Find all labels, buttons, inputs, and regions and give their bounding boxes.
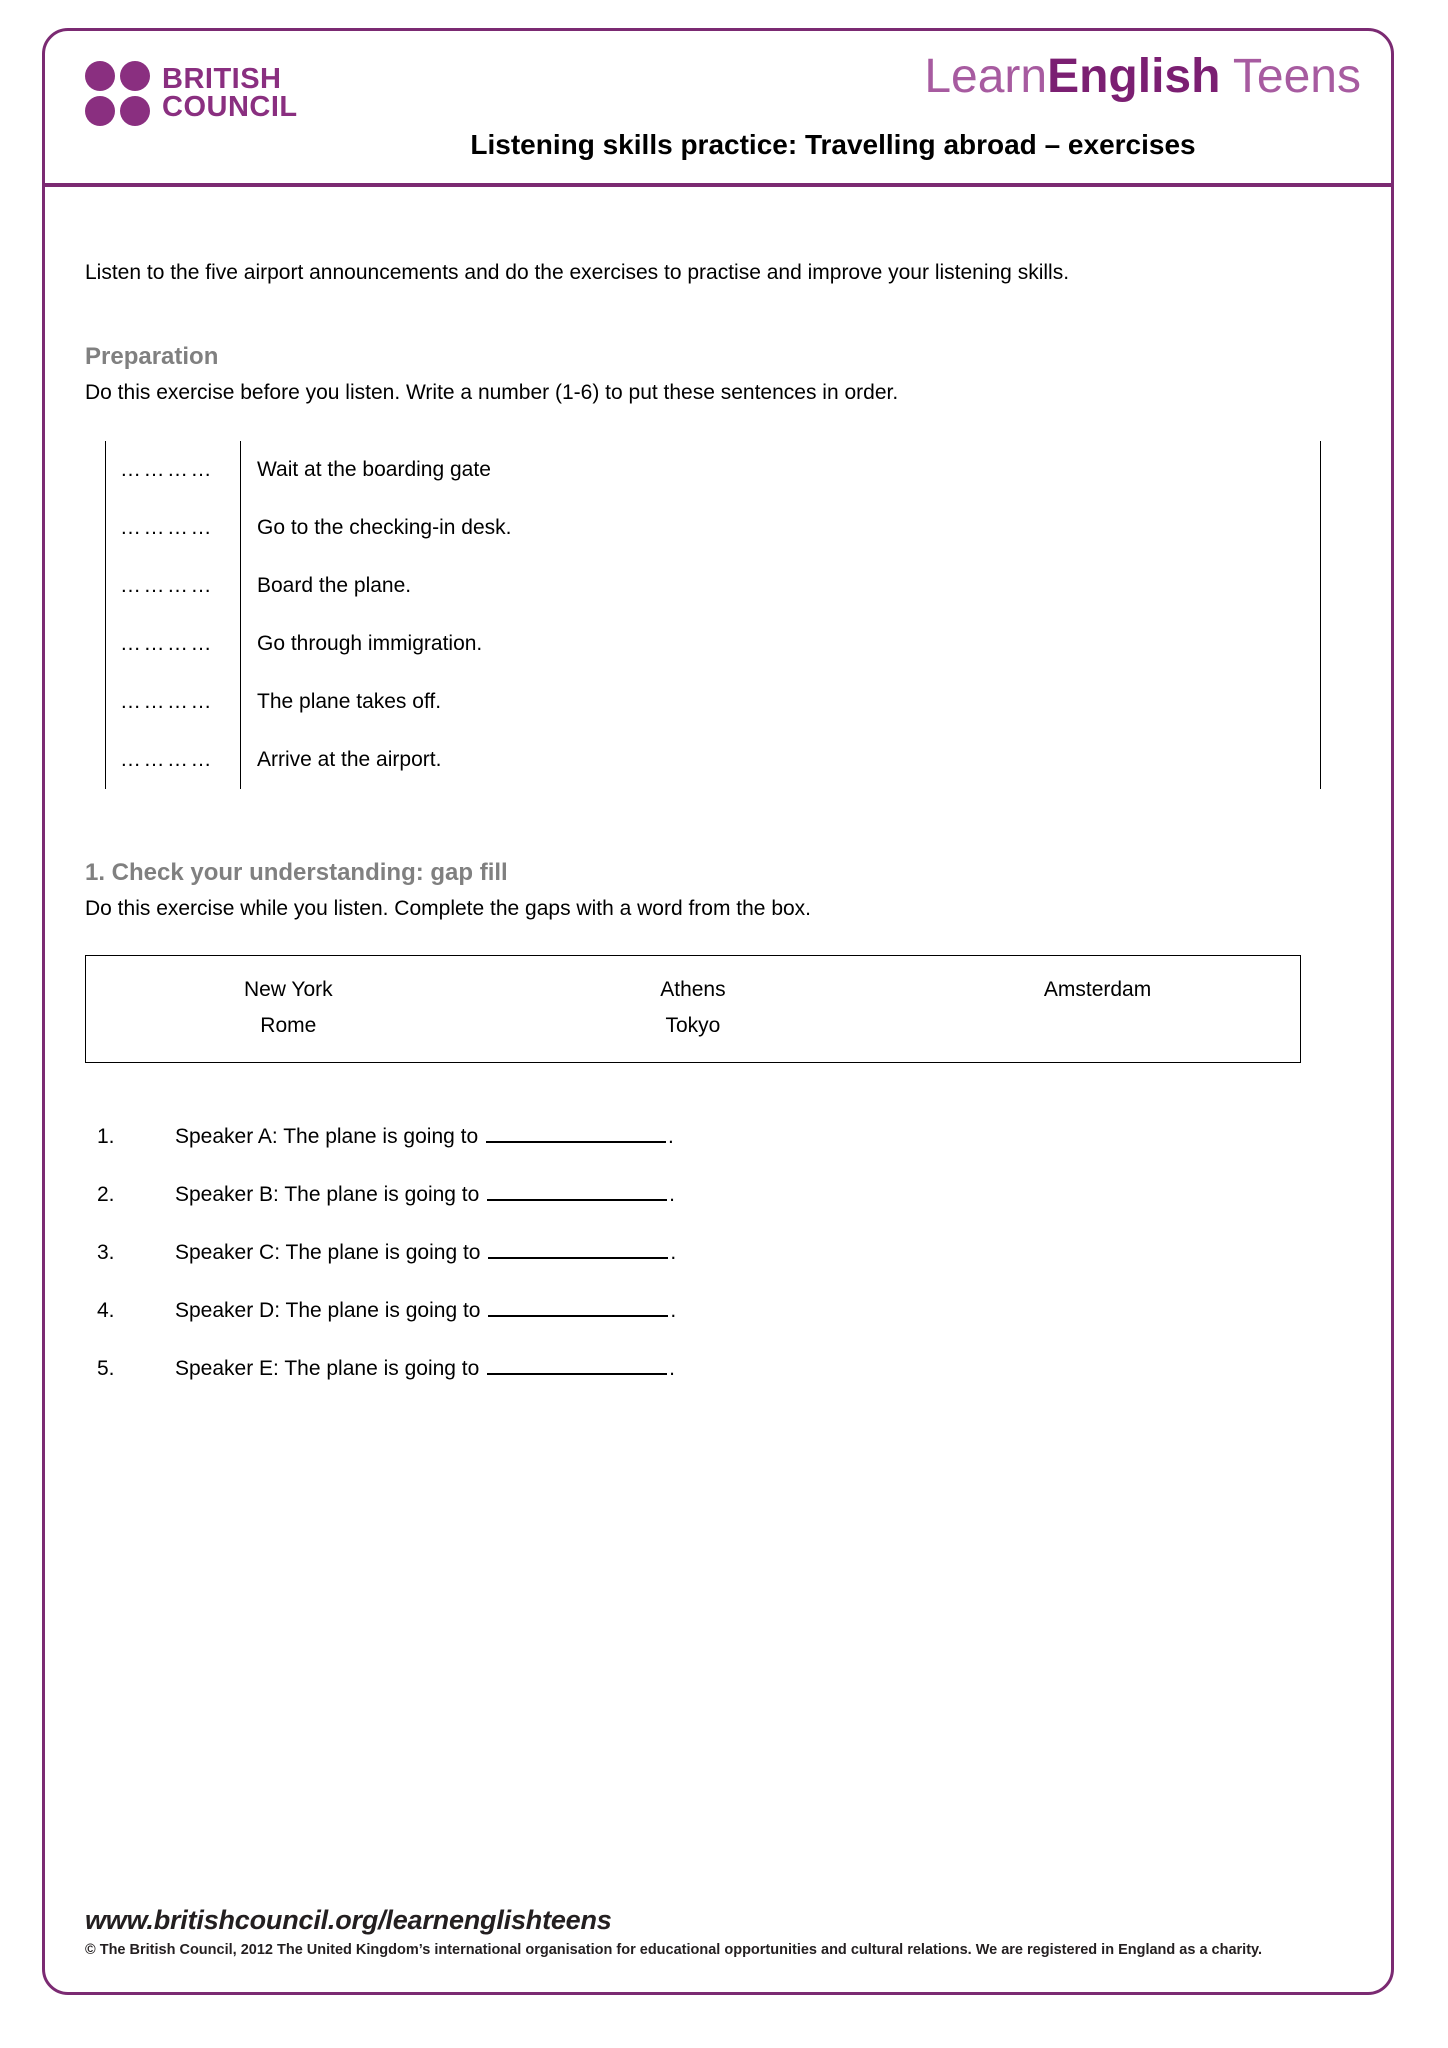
answer-blank-line[interactable] xyxy=(488,1235,668,1259)
preparation-table-body xyxy=(106,441,1321,789)
answer-blank-line[interactable] xyxy=(487,1177,667,1201)
intro-text: Listen to the five airport announcements and do the exercises to practise and improve your listening skills. xyxy=(85,261,1070,284)
word-bank-item[interactable]: Amsterdam xyxy=(1043,978,1152,1001)
preparation-item-label: Go through immigration. xyxy=(257,632,483,655)
preparation-item-label: Go to the checking-in desk. xyxy=(257,516,512,539)
gap-fill-question-list xyxy=(97,1119,1351,1381)
preparation-item-label: Wait at the boarding gate xyxy=(257,458,491,481)
preparation-heading: Preparation xyxy=(85,343,219,370)
list-item xyxy=(97,1351,1351,1381)
table-row xyxy=(106,441,1321,499)
question-number: 4. xyxy=(97,1299,115,1323)
question-text: Speaker D: The plane is going to xyxy=(175,1299,487,1323)
british-council-wordmark xyxy=(162,62,298,123)
footer-website-url[interactable]: www.britishcouncil.org/learnenglishteens xyxy=(85,1905,612,1935)
preparation-item-label: Board the plane. xyxy=(257,574,412,597)
page-title: Listening skills practice: Travelling abroad – exercises xyxy=(470,129,1196,160)
answer-blank-dots[interactable]: ………… xyxy=(106,731,241,789)
logo-line-council: COUNCIL xyxy=(162,90,298,123)
question-text-end: . xyxy=(670,1299,677,1323)
logo-teens: Teens xyxy=(1220,50,1361,103)
word-bank-row xyxy=(86,1008,1300,1044)
page-frame xyxy=(42,28,1394,1995)
table-edge xyxy=(1319,499,1321,557)
logo-english: English xyxy=(1047,50,1221,103)
answer-blank-dots[interactable]: ………… xyxy=(106,441,241,499)
logo-line-british: BRITISH xyxy=(162,62,282,95)
question-text-end: . xyxy=(670,1241,677,1265)
logo-dot xyxy=(120,96,150,126)
table-row xyxy=(106,499,1321,557)
learnenglish-teens-logo xyxy=(924,50,1361,103)
answer-blank-dots[interactable]: ………… xyxy=(106,499,241,557)
british-council-dots-icon xyxy=(85,61,150,126)
word-bank-box xyxy=(85,955,1301,1063)
table-row xyxy=(106,731,1321,789)
question-text: Speaker E: The plane is going to xyxy=(175,1357,486,1381)
list-item xyxy=(97,1293,1351,1323)
table-edge xyxy=(1319,731,1321,789)
page-footer xyxy=(45,1905,1391,1958)
question-text-end: . xyxy=(669,1357,675,1381)
preparation-instruction: Do this exercise before you listen. Write a number (1-6) to put these sentences in order. xyxy=(85,381,899,404)
preparation-item-label: The plane takes off. xyxy=(257,690,442,713)
table-row xyxy=(106,557,1321,615)
logo-learn: Learn xyxy=(924,50,1048,103)
table-edge xyxy=(1319,441,1321,499)
question-text: Speaker C: The plane is going to xyxy=(175,1241,487,1265)
word-bank-item[interactable]: New York xyxy=(243,978,333,1001)
british-council-logo xyxy=(85,61,298,126)
answer-blank-line[interactable] xyxy=(487,1351,667,1375)
list-item xyxy=(97,1177,1351,1207)
page-content xyxy=(45,187,1391,1409)
answer-blank-line[interactable] xyxy=(486,1119,666,1143)
question-number: 1. xyxy=(97,1125,115,1149)
answer-blank-line[interactable] xyxy=(488,1293,668,1317)
logo-dot xyxy=(120,61,150,91)
question-text: Speaker B: The plane is going to xyxy=(175,1183,486,1207)
table-row xyxy=(106,615,1321,673)
word-bank-item[interactable]: Rome xyxy=(260,1014,317,1037)
logo-dot xyxy=(85,96,115,126)
table-edge xyxy=(1319,615,1321,673)
answer-blank-dots[interactable]: ………… xyxy=(106,673,241,731)
preparation-ordering-table xyxy=(105,441,1321,789)
question-number: 2. xyxy=(97,1183,115,1207)
preparation-item-label: Arrive at the airport. xyxy=(257,748,442,771)
footer-copyright: © The British Council, 2012 The United Kingdom’s international organisation for educational opportunities and cultural relations. We are registered in England as a charity. xyxy=(85,1942,1263,1958)
exercise1-instruction: Do this exercise while you listen. Complete the gaps with a word from the box. xyxy=(85,897,812,920)
logo-dot xyxy=(85,61,115,91)
question-number: 3. xyxy=(97,1241,115,1265)
question-text-end: . xyxy=(668,1125,674,1149)
table-edge xyxy=(1319,673,1321,731)
exercise1-heading: 1. Check your understanding: gap fill xyxy=(85,859,508,886)
page-header xyxy=(45,31,1391,183)
table-edge xyxy=(1319,557,1321,615)
word-bank-row xyxy=(86,972,1300,1008)
list-item xyxy=(97,1119,1351,1149)
list-item xyxy=(97,1235,1351,1265)
question-number: 5. xyxy=(97,1357,115,1381)
question-text-end: . xyxy=(669,1183,675,1207)
word-bank-item[interactable]: Tokyo xyxy=(665,1014,721,1037)
answer-blank-dots[interactable]: ………… xyxy=(106,557,241,615)
table-row xyxy=(106,673,1321,731)
answer-blank-dots[interactable]: ………… xyxy=(106,615,241,673)
question-text: Speaker A: The plane is going to xyxy=(175,1125,484,1149)
word-bank-item[interactable]: Athens xyxy=(660,978,726,1001)
